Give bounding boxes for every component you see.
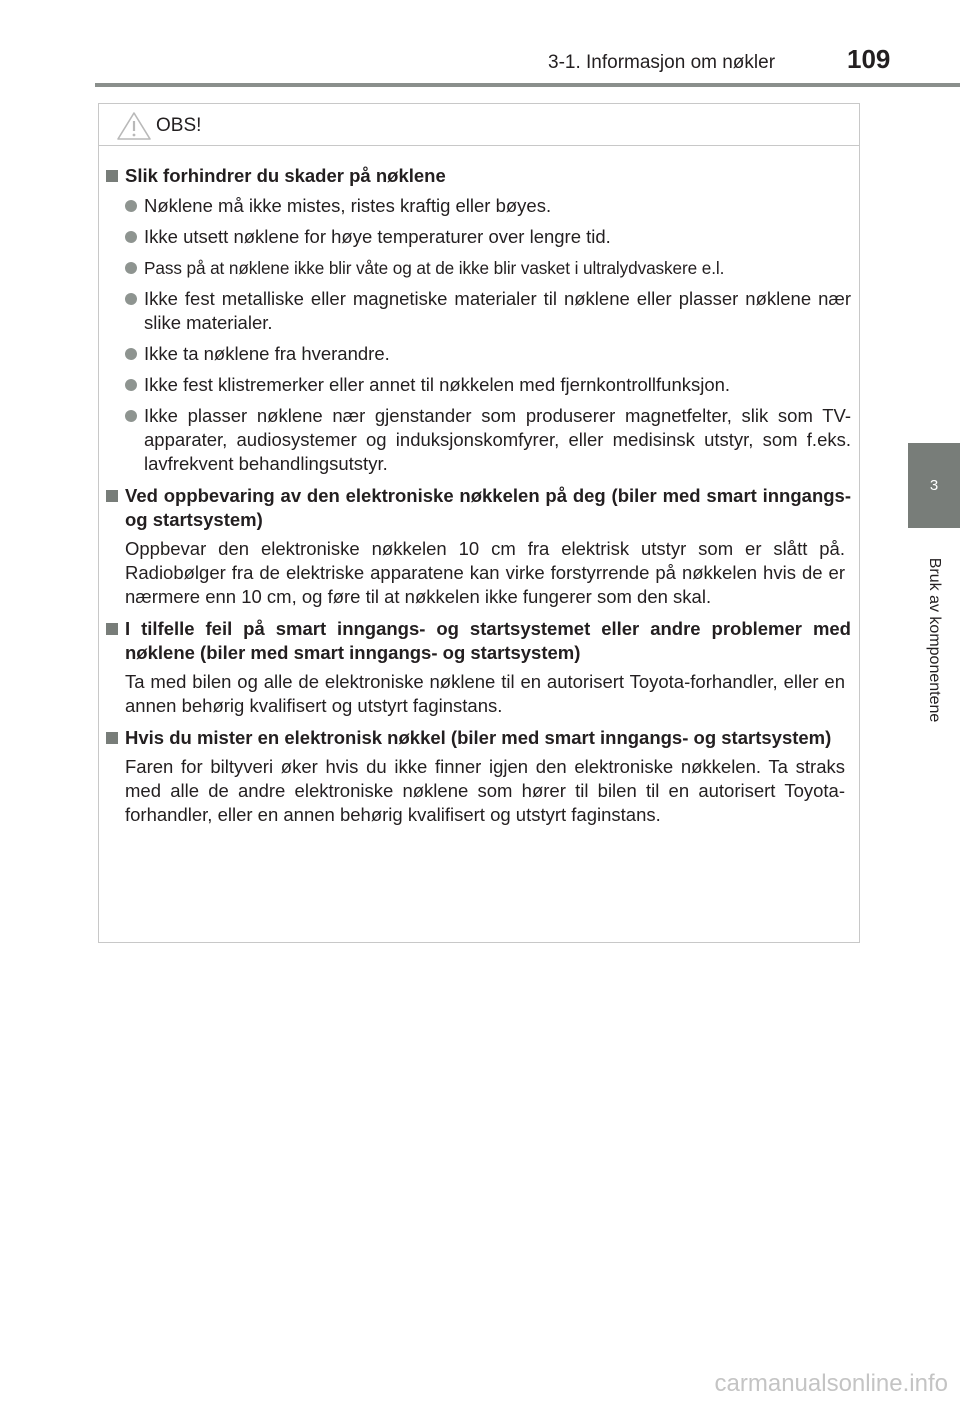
section-heading-text: Slik forhindrer du skader på nøklene xyxy=(125,165,446,186)
notice-title: OBS! xyxy=(156,115,202,136)
list-item xyxy=(99,404,859,476)
section-system-fault xyxy=(99,617,859,718)
list-item xyxy=(99,287,859,335)
list-item-text: Ikke fest metalliske eller magnetiske materialer til nøklene eller plasser nøklene nær slike materialer. xyxy=(144,288,851,333)
list-item xyxy=(99,225,859,249)
header-divider xyxy=(95,83,960,87)
notice-header xyxy=(99,104,859,146)
section-paragraph: Ta med bilen og alle de elektroniske nøklene til en autorisert Toyota-forhandler, eller en annen behørig kvalifisert og utstyrt faginstans. xyxy=(125,671,845,716)
list-item-text: Ikke fest klistremerker eller annet til nøkkelen med fjernkontrollfunksjon. xyxy=(144,374,731,395)
section-heading xyxy=(99,164,859,188)
circle-bullet-icon xyxy=(125,348,137,360)
section-heading xyxy=(99,484,859,532)
list-item xyxy=(99,194,859,218)
warning-triangle-icon xyxy=(116,111,152,146)
circle-bullet-icon xyxy=(125,200,137,212)
list-item-text: Ikke ta nøklene fra hverandre. xyxy=(144,343,390,364)
circle-bullet-icon xyxy=(125,231,137,243)
notice-content xyxy=(99,164,859,835)
list-item xyxy=(99,256,859,280)
section-heading-text: Hvis du mister en elektronisk nøkkel (biler med smart inngangs- og startsystem) xyxy=(125,727,832,748)
chapter-tab: 3 xyxy=(908,443,960,528)
page-number: 109 xyxy=(847,44,891,74)
watermark: carmanualsonline.info xyxy=(714,1370,948,1397)
list-item-text: Pass på at nøklene ikke blir våte og at de ikke blir vasket i ultralydvaskere e.l. xyxy=(144,258,725,278)
section-key-damage xyxy=(99,164,859,476)
notice-box xyxy=(98,103,860,943)
bullet-list xyxy=(99,194,859,476)
circle-bullet-icon xyxy=(125,293,137,305)
square-bullet-icon xyxy=(106,170,118,182)
header-section-title: 3-1. Informasjon om nøkler xyxy=(548,52,776,73)
section-lost-key xyxy=(99,726,859,827)
list-item-text: Nøklene må ikke mistes, ristes kraftig eller bøyes. xyxy=(144,195,552,216)
chapter-tab-label: Bruk av komponentene xyxy=(926,557,943,723)
list-item-text: Ikke plasser nøklene nær gjenstander som produserer magnetfelter, slik som TV-apparater, audiosystemer og induksjonskomfyrer, eller medisinsk utstyr, som f.eks. lavfrekvent behandlingsutstyr. xyxy=(144,405,851,474)
section-paragraph: Oppbevar den elektroniske nøkkelen 10 cm fra elektrisk utstyr som er slått på. Radiobølger fra de elektriske apparatene kan virke forstyrrende på nøkkelen hvis de er nærmere enn 10 cm, og føre til at nøkkelen ikke fungerer som den skal. xyxy=(125,538,845,607)
square-bullet-icon xyxy=(106,732,118,744)
section-heading-text: I tilfelle feil på smart inngangs- og startsystemet eller andre problemer med nøklene (biler med smart inngangs- og startsystem) xyxy=(125,618,851,663)
square-bullet-icon xyxy=(106,623,118,635)
list-item xyxy=(99,373,859,397)
section-heading-text: Ved oppbevaring av den elektroniske nøkkelen på deg (biler med smart inngangs- og startsystem) xyxy=(125,485,851,530)
section-heading xyxy=(99,726,859,750)
square-bullet-icon xyxy=(106,490,118,502)
circle-bullet-icon xyxy=(125,379,137,391)
circle-bullet-icon xyxy=(125,410,137,422)
list-item-text: Ikke utsett nøklene for høye temperaturer over lengre tid. xyxy=(144,226,611,247)
section-paragraph: Faren for biltyveri øker hvis du ikke finner igjen den elektroniske nøkkelen. Ta straks med alle de andre elektroniske nøklene som hører til bilen til en autorisert Toyota-forhandler, eller en annen behørig kvalifisert og utstyrt faginstans. xyxy=(125,756,845,825)
list-item xyxy=(99,342,859,366)
section-carrying-key xyxy=(99,484,859,609)
circle-bullet-icon xyxy=(125,262,137,274)
section-heading xyxy=(99,617,859,665)
